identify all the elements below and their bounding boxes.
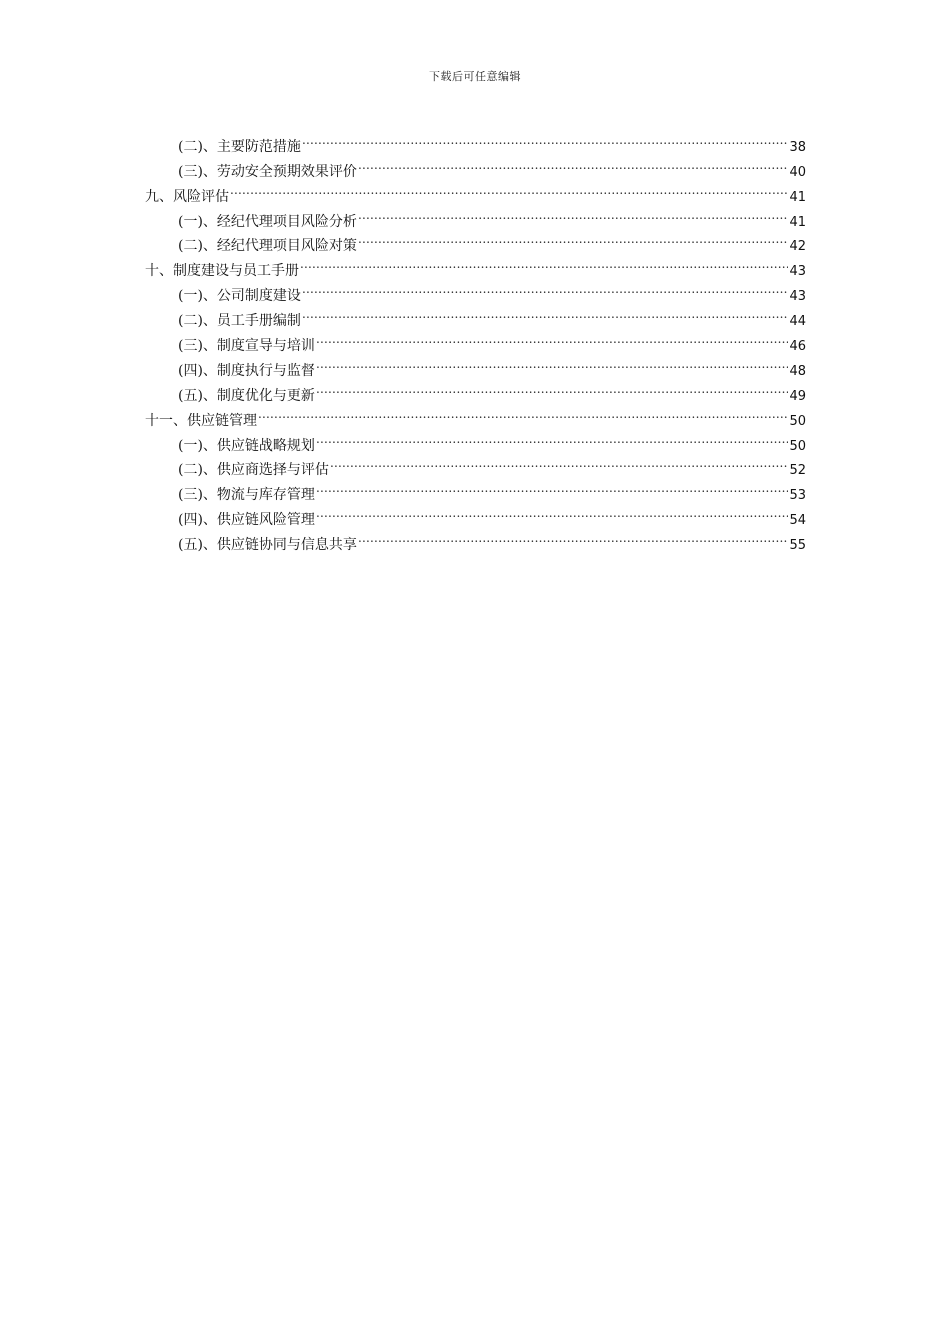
toc-entry-page: 52 [789, 463, 806, 479]
toc-dot-leader [358, 226, 789, 251]
toc-dot-leader [302, 300, 789, 325]
toc-entry[interactable] [145, 126, 806, 155]
toc-dot-leader [230, 176, 788, 201]
toc-entry-page: 48 [789, 363, 806, 379]
toc-entry-page: 41 [789, 189, 806, 205]
toc-entry-page: 40 [789, 164, 806, 180]
toc-entry-page: 43 [789, 289, 806, 305]
toc-entry-page: 41 [789, 214, 806, 230]
toc-entry-title: 十、制度建设与员工手册 [145, 263, 299, 280]
toc-dot-leader [300, 250, 788, 275]
toc-dot-leader [316, 425, 789, 450]
toc-entry[interactable] [145, 176, 806, 205]
toc-dot-leader [358, 201, 789, 226]
toc-entry-page: 53 [789, 488, 806, 504]
toc-entry-title: (五)、制度优化与更新 [178, 387, 315, 404]
toc-dot-leader [358, 524, 789, 549]
toc-entry-page: 46 [789, 339, 806, 355]
toc-entry-page: 55 [789, 538, 806, 554]
toc-entry-page: 44 [789, 314, 806, 330]
toc-dot-leader [316, 375, 789, 400]
toc-entry-title: (三)、制度宣导与培训 [178, 338, 315, 355]
toc-entry-title: (四)、供应链风险管理 [178, 512, 315, 529]
toc-entry-title: (二)、员工手册编制 [178, 313, 301, 330]
toc-dot-leader [330, 450, 789, 475]
toc-entry-title: (二)、经纪代理项目风险对策 [178, 238, 357, 255]
toc-entry-title: (一)、经纪代理项目风险分析 [178, 213, 357, 230]
toc-entry-page: 49 [789, 388, 806, 404]
toc-entry-page: 38 [789, 139, 806, 155]
toc-entry-title: 九、风险评估 [145, 188, 229, 205]
toc-entry-page: 50 [789, 413, 806, 429]
toc-entry-page: 54 [789, 513, 806, 529]
toc-entry-title: (一)、供应链战略规划 [178, 437, 315, 454]
toc-entry-title: (五)、供应链协同与信息共享 [178, 537, 357, 554]
toc-entry-title: (三)、物流与库存管理 [178, 487, 315, 504]
header-note: 下载后可任意编辑 [429, 70, 521, 83]
toc-entry-page: 43 [789, 264, 806, 280]
toc-dot-leader [316, 499, 789, 524]
toc-entry-title: (二)、主要防范措施 [178, 138, 301, 155]
toc-entry-page: 50 [789, 438, 806, 454]
toc-entry-title: (三)、劳动安全预期效果评价 [178, 163, 357, 180]
toc-dot-leader [316, 325, 789, 350]
toc-dot-leader [316, 350, 789, 375]
toc-dot-leader [258, 400, 788, 425]
toc-dot-leader [302, 275, 789, 300]
toc-entry-title: (四)、制度执行与监督 [178, 362, 315, 379]
toc-entry-page: 42 [789, 239, 806, 255]
toc-entry-title: (一)、公司制度建设 [178, 288, 301, 305]
table-of-contents [145, 126, 806, 554]
toc-dot-leader [316, 474, 789, 499]
toc-dot-leader [358, 151, 789, 176]
toc-entry-title: 十一、供应链管理 [145, 412, 257, 429]
toc-entry[interactable] [145, 201, 806, 230]
toc-dot-leader [302, 126, 789, 151]
toc-entry-title: (二)、供应商选择与评估 [178, 462, 329, 479]
